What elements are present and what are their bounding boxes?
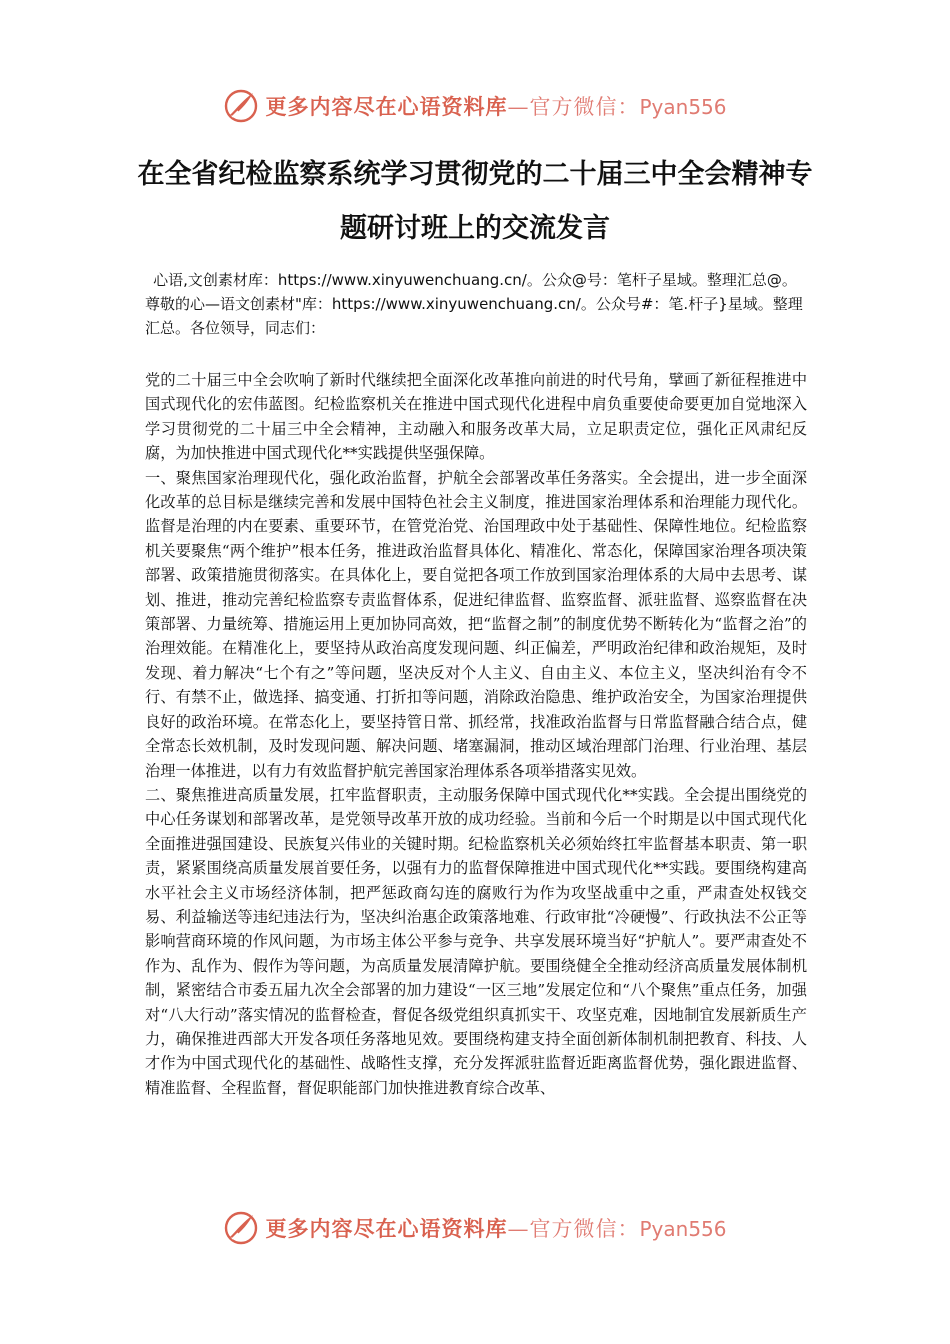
header-watermark-banner [0, 84, 950, 128]
banner-dash: — [507, 1217, 530, 1241]
footer-watermark-banner [0, 1206, 950, 1250]
body-paragraph: 一、聚焦国家治理现代化，强化政治监督，护航全会部署改革任务落实。全会提出，进一步全面深化改革的总目标是继续完善和发展中国特色社会主义制度，推进国家治理体系和治理能力现代化。监督是治理的内在要素、重要环节，在管党治党、治国理政中处于基础性、保障性地位。纪检监察机关要聚焦“两个维护”根本任务，推进政治监督具体化、精准化、常态化，保障国家治理各项决策部署、政策措施贯彻落实。在具体化上，要自觉把各项工作放到国家治理体系的大局中去思考、谋划、推进，推动完善纪检监察专责监督体系，促进纪律监督、监察监督、派驻监督、巡察监督在决策部署、力量统筹、措施运用上更加协同高效，把“监督之制”的制度优势不断转化为“监督之治”的治理效能。在精准化上，要坚持从政治高度发现问题、纠正偏差，严明政治纪律和政治规矩，及时发现、着力解决“七个有之”等问题，坚决反对个人主义、自由主义、本位主义，坚决纠治有令不行、有禁不止，做选择、搞变通、打折扣等问题，消除政治隐患、维护政治安全，为国家治理提供良好的政治环境。在常态化上，要坚持管日常、抓经常，找准政治监督与日常监督融合结合点，健全常态长效机制，及时发现问题、解决问题、堵塞漏洞，推动区域治理部门治理、行业治理、基层治理一体推进，以有力有效监督护航完善国家治理体系各项举措落实见效。 [145, 468, 807, 780]
banner-text [265, 91, 726, 121]
banner-handle: Pyan556 [639, 1217, 727, 1241]
body-paragraph: 党的二十届三中全会吹响了新时代继续把全面深化改革推向前进的时代号角，擘画了新征程推进中国式现代化的宏伟蓝图。纪检监察机关在推进中国式现代化进程中肩负重要使命要更加自觉地深入学习贯彻党的二十届三中全会精神，主动融入和服务改革大局，立足职责定位，强化正风肃纪反腐，为加快推进中国式现代化**实践提供坚强保障。 [145, 371, 807, 463]
banner-brand: 更多内容尽在心语资料库 [265, 94, 508, 119]
source-line-1: 心语,文创素材库：https://www.xinyuwenchuang.cn/。公众@号：笔杆子星域。整理汇总@。 [153, 271, 797, 289]
banner-channel: 官方微信： [529, 95, 640, 119]
banner-channel: 官方微信： [529, 1217, 640, 1241]
banner-text [265, 1213, 726, 1243]
banner-handle: Pyan556 [639, 95, 727, 119]
document-body [145, 368, 807, 1100]
banner-dash: — [507, 95, 530, 119]
banner-brand: 更多内容尽在心语资料库 [265, 1216, 508, 1241]
body-paragraph: 二、聚焦推进高质量发展，扛牢监督职责，主动服务保障中国式现代化**实践。全会提出围绕党的中心任务谋划和部署改革，是党领导改革开放的成功经验。当前和今后一个时期是以中国式现代化全面推进强国建设、民族复兴伟业的关键时期。纪检监察机关必须始终扛牢监督基本职责、第一职责，紧紧围绕高质量发展首要任务，以强有力的监督保障推进中国式现代化**实践。要围绕构建高水平社会主义市场经济体制，把严惩政商勾连的腐败行为作为攻坚战重中之重，严肃查处权钱交易、利益输送等违纪违法行为，坚决纠治惠企政策落地难、行政审批“冷硬慢”、行政执法不公正等影响营商环境的作风问题，为市场主体公平参与竞争、共享发展环境当好“护航人”。要严肃查处不作为、乱作为、假作为等问题，为高质量发展清障护航。要围绕健全全推动经济高质量发展体制机制，紧密结合市委五届九次全会部署的加力建设“一区三地”发展定位和“八个聚焦”重点任务，加强对“八大行动”落实情况的监督检查，督促各级党组织真抓实干、攻坚克难，因地制宜发展新质生产力，确保推进西部大开发各项任务落地见效。要围绕构建支持全面创新体制机制把教育、科技、人才作为中国式现代化的基础性、战略性支撑，充分发挥派驻监督近距离监督优势，强化跟进监督、精准监督、全程监督，督促职能部门加快推进教育综合改革、 [145, 785, 807, 1097]
source-info [145, 268, 805, 340]
source-line-2: 尊敬的心—语文创素材"库：https://www.xinyuwenchuang.cn/。公众号#：笔.杆子}星域。整理汇总。各位领导，同志们： [145, 295, 803, 337]
quill-logo-icon [223, 1210, 259, 1246]
quill-logo-icon [223, 88, 259, 124]
document-title: 在全省纪检监察系统学习贯彻党的二十届三中全会精神专题研讨班上的交流发言 [137, 159, 813, 244]
